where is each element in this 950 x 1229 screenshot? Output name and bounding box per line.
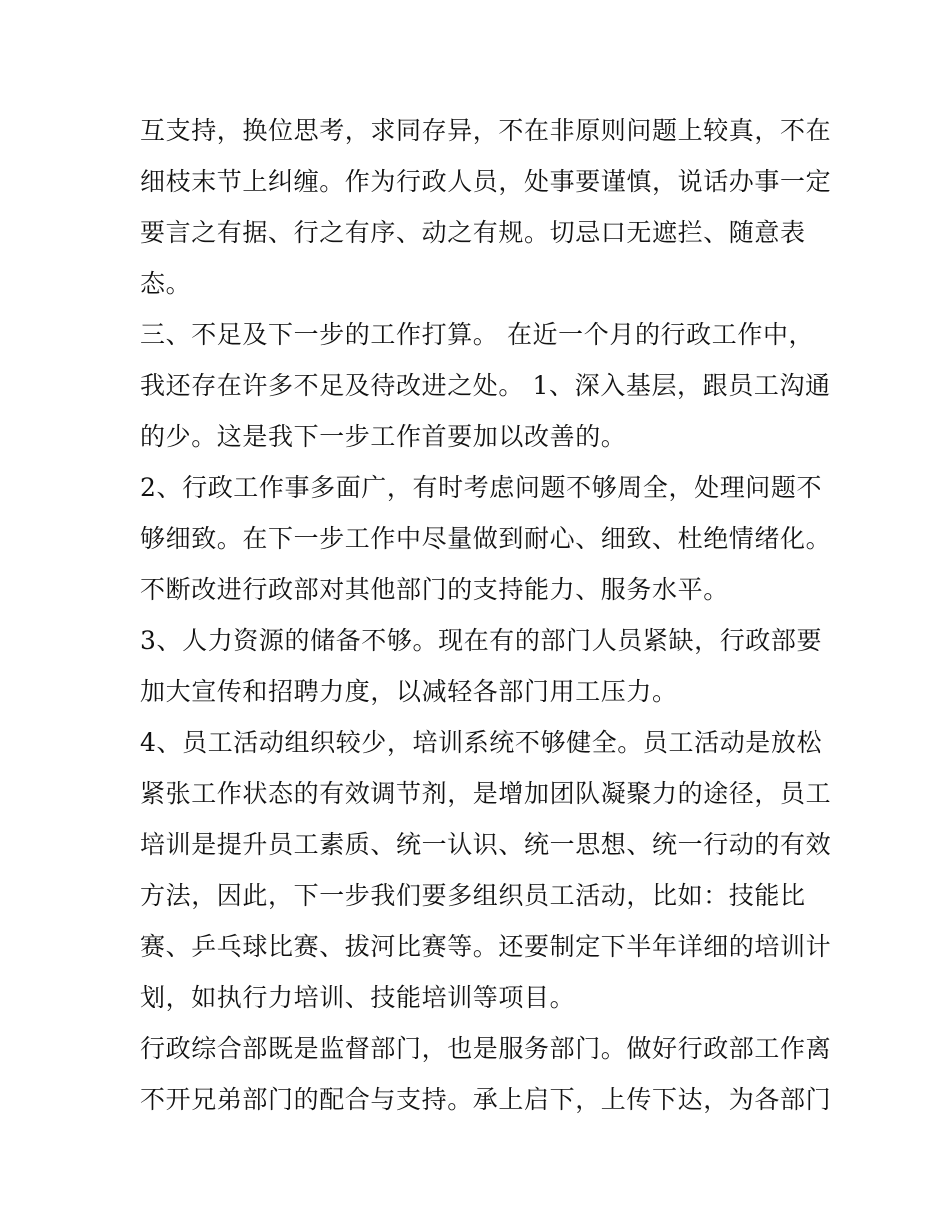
text-line: 够细致。在下一步工作中尽量做到耐心、细致、杜绝情绪化。 [140, 524, 832, 553]
text-line: 赛、乒乓球比赛、拔河比赛等。还要制定下半年详细的培训计 [140, 932, 832, 961]
text-line: 4、员工活动组织较少，培训系统不够健全。员工活动是放松 [140, 728, 823, 757]
text-line: 不断改进行政部对其他部门的支持能力、服务水平。 [140, 575, 729, 604]
text-line: 方法，因此，下一步我们要多组织员工活动，比如：技能比 [140, 881, 806, 910]
text-line: 3、人力资源的储备不够。现在有的部门人员紧缺，行政部要 [140, 626, 823, 655]
text-line: 划，如执行力培训、技能培训等项目。 [140, 983, 576, 1012]
document-body-text [140, 105, 832, 1125]
text-line: 不开兄弟部门的配合与支持。承上启下，上传下达，为各部门 [140, 1085, 832, 1114]
text-line: 行政综合部既是监督部门，也是服务部门。做好行政部工作离 [140, 1034, 832, 1063]
text-line: 2、行政工作事多面广，有时考虑问题不够周全，处理问题不 [140, 473, 823, 502]
text-line: 三、不足及下一步的工作打算。 在近一个月的行政工作中， [140, 320, 815, 349]
text-line: 加大宣传和招聘力度，以减轻各部门用工压力。 [140, 677, 678, 706]
text-line: 紧张工作状态的有效调节剂，是增加团队凝聚力的途径，员工 [140, 779, 832, 808]
text-line: 态。 [140, 269, 192, 298]
text-line: 细枝末节上纠缠。作为行政人员，处事要谨慎，说话办事一定 [140, 167, 832, 196]
text-line: 的少。这是我下一步工作首要加以改善的。 [140, 422, 627, 451]
text-line: 我还存在许多不足及待改进之处。 1、深入基层，跟员工沟通 [140, 371, 831, 400]
text-line: 互支持，换位思考，求同存异，不在非原则问题上较真，不在 [140, 116, 832, 145]
text-line: 要言之有据、行之有序、动之有规。切忌口无遮拦、随意表 [140, 218, 806, 247]
text-line: 培训是提升员工素质、统一认识、统一思想、统一行动的有效 [140, 830, 832, 859]
